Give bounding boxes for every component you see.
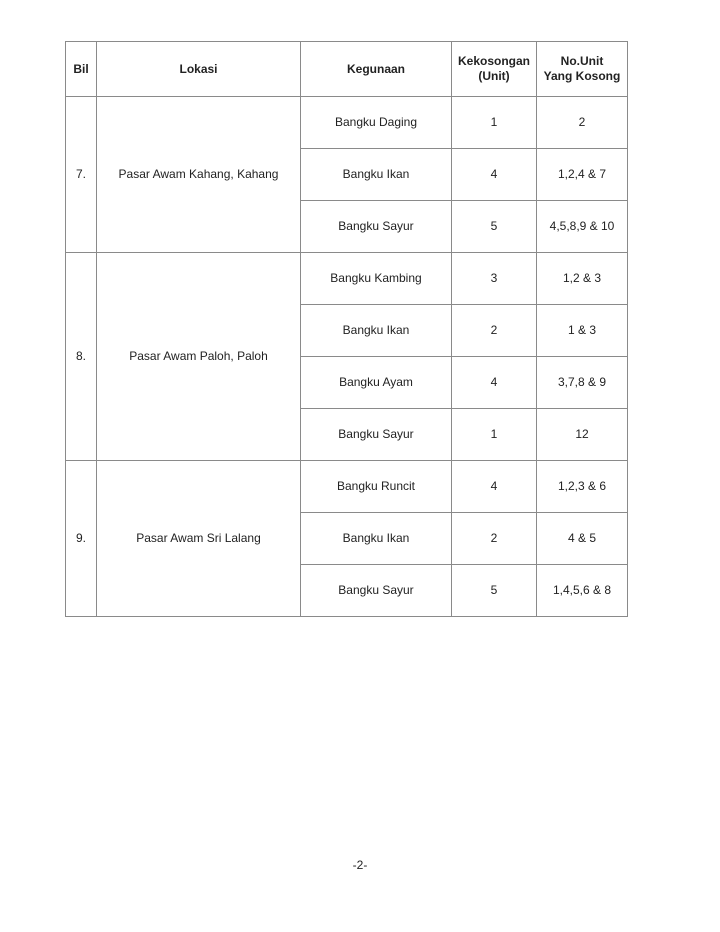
kekosongan-cell: 4 (452, 461, 537, 513)
no-unit-cell: 1,2,3 & 6 (537, 461, 628, 513)
header-bil: Bil (66, 42, 97, 97)
kekosongan-cell: 1 (452, 97, 537, 149)
header-kegunaan: Kegunaan (301, 42, 452, 97)
no-unit-cell: 1,2,4 & 7 (537, 149, 628, 201)
no-unit-cell: 3,7,8 & 9 (537, 357, 628, 409)
kekosongan-cell: 5 (452, 201, 537, 253)
kekosongan-cell: 5 (452, 565, 537, 617)
kekosongan-cell: 2 (452, 305, 537, 357)
kekosongan-cell: 2 (452, 513, 537, 565)
no-unit-cell: 1,2 & 3 (537, 253, 628, 305)
bil-cell: 9. (66, 461, 97, 617)
vacancy-table (65, 41, 628, 617)
kegunaan-cell: Bangku Ikan (301, 513, 452, 565)
header-kekosongan-line2: (Unit) (478, 69, 510, 83)
header-no-unit-line1: No.Unit (560, 54, 604, 68)
header-row (66, 42, 628, 97)
table-row (66, 253, 628, 305)
page-number: -2- (352, 858, 368, 872)
bil-cell: 8. (66, 253, 97, 461)
no-unit-cell: 2 (537, 97, 628, 149)
bil-cell: 7. (66, 97, 97, 253)
kegunaan-cell: Bangku Sayur (301, 409, 452, 461)
kekosongan-cell: 4 (452, 357, 537, 409)
kegunaan-cell: Bangku Sayur (301, 565, 452, 617)
header-no-unit-line2: Yang Kosong (543, 69, 621, 83)
kegunaan-cell: Bangku Daging (301, 97, 452, 149)
kekosongan-cell: 1 (452, 409, 537, 461)
kegunaan-cell: Bangku Sayur (301, 201, 452, 253)
lokasi-cell: Pasar Awam Paloh, Paloh (97, 253, 301, 461)
kegunaan-cell: Bangku Runcit (301, 461, 452, 513)
no-unit-cell: 1 & 3 (537, 305, 628, 357)
no-unit-cell: 4 & 5 (537, 513, 628, 565)
header-no-unit (537, 42, 628, 97)
kegunaan-cell: Bangku Ikan (301, 149, 452, 201)
table-row (66, 461, 628, 513)
lokasi-cell: Pasar Awam Kahang, Kahang (97, 97, 301, 253)
kegunaan-cell: Bangku Ikan (301, 305, 452, 357)
no-unit-cell: 4,5,8,9 & 10 (537, 201, 628, 253)
header-kekosongan-line1: Kekosongan (457, 54, 530, 68)
no-unit-cell: 1,4,5,6 & 8 (537, 565, 628, 617)
table-row (66, 97, 628, 149)
header-kekosongan (452, 42, 537, 97)
kegunaan-cell: Bangku Kambing (301, 253, 452, 305)
kekosongan-cell: 4 (452, 149, 537, 201)
no-unit-cell: 12 (537, 409, 628, 461)
lokasi-cell: Pasar Awam Sri Lalang (97, 461, 301, 617)
kekosongan-cell: 3 (452, 253, 537, 305)
header-lokasi: Lokasi (97, 42, 301, 97)
kegunaan-cell: Bangku Ayam (301, 357, 452, 409)
